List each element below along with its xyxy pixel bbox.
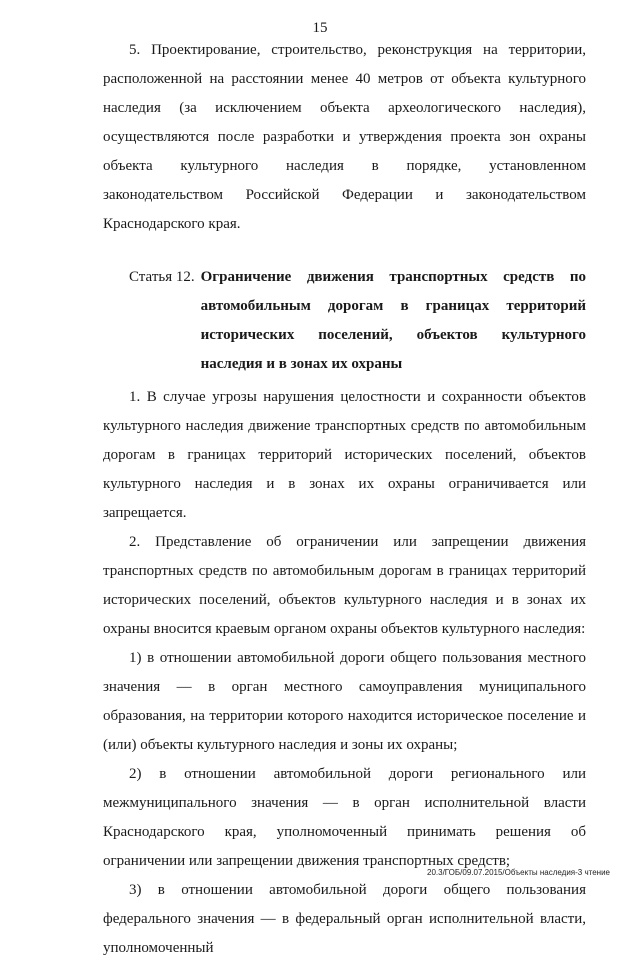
document-footer: 20.3/ГОБ/09.07.2015/Объекты наследия-3 чтение [427,868,610,877]
paragraph-5: 5. Проектирование, строительство, реконструкция на территории, расположенной на расстоянии менее 40 метров от объекта культурного наследия (за исключением объекта археологического наследия), осуществляются после разработки и утверждения проекта зон охраны объекта культурного наследия в порядке, установленном законодательством Российской Федерации и законодательством Краснодарского края. [103,42,586,232]
article-label: Статья 12. [129,269,195,285]
article-subitem-1: 1) в отношении автомобильной дороги общего пользования местного значения — в орган местного самоуправления муниципального образования, на территории которого находится историческое поселение и (или) объекты культурного наследия и зоны их охраны; [103,650,586,753]
article-subitem-2: 2) в отношении автомобильной дороги регионального или межмуниципального значения — в орган исполнительной власти Краснодарского края, уполномоченный принимать решения об ограничении или запрещении движения транспортных средств; [103,766,586,869]
article-paragraph-1: 1. В случае угрозы нарушения целостности и сохранности объектов культурного наследия движение транспортных средств по автомобильным дорогам в границах территорий исторических поселений, объектов культурного наследия и в зонах их охраны ограничивается или запрещается. [103,389,586,521]
article-title: Ограничение движения транспортных средств по автомобильным дорогам в границах территорий исторических поселений, объектов культурного наследия и в зонах их охраны [200,269,586,372]
page-number: 15 [312,20,328,36]
article-paragraph-2: 2. Представление об ограничении или запрещении движения транспортных средств по автомобильным дорогам в границах территорий исторических поселений, объектов культурного наследия и в зонах их охраны вносится краевым органом охраны объектов культурного наследия: [103,534,586,637]
article-heading [103,263,586,379]
document-body [103,36,586,963]
article-subitem-3: 3) в отношении автомобильной дороги общего пользования федерального значения — в федеральный орган исполнительной власти, уполномоченный [103,882,586,956]
